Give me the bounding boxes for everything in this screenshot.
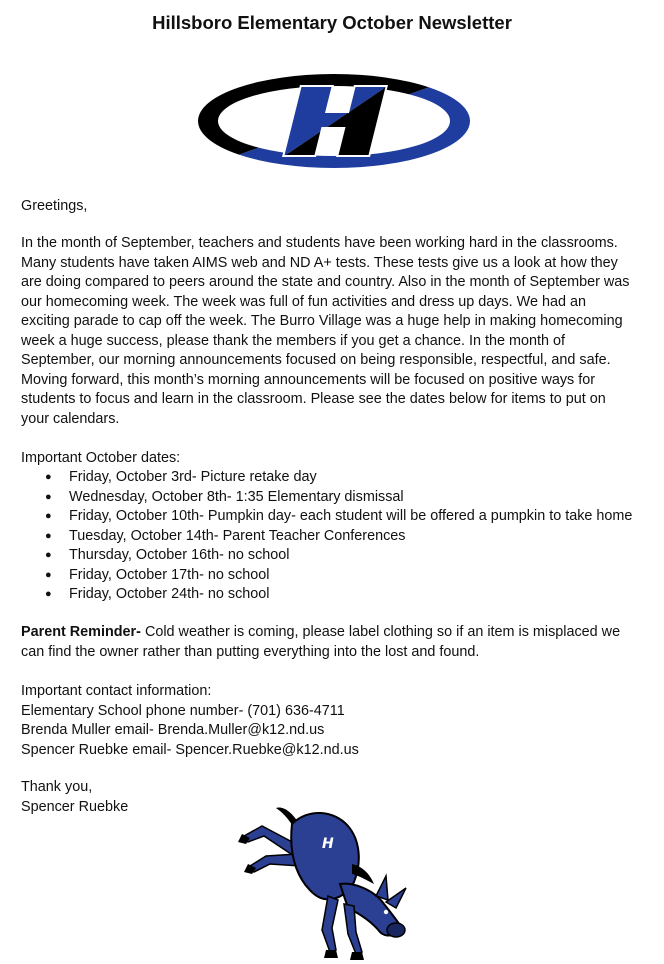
- paragraph-line: exciting parade to cap off the week. The Burro Village was a huge help in making homecoming: [21, 313, 623, 329]
- paragraph-line: students to focus and learn in the classroom. Please see the dates below for items to put on: [21, 391, 606, 407]
- contact-email-muller: Brenda Muller email- Brenda.Muller@k12.nd.us: [21, 722, 325, 738]
- paragraph-line: In the month of September, teachers and students have been working hard in the classrooms.: [21, 235, 618, 251]
- paragraph-line: Moving forward, this month’s morning announcements will be focused on positive ways for: [21, 371, 596, 388]
- bullet-icon: ●: [45, 529, 52, 542]
- signoff-name: Spencer Ruebke: [21, 798, 129, 815]
- date-item-text: Friday, October 24th- no school: [69, 586, 270, 602]
- paragraph-line: your calendars.: [21, 410, 120, 427]
- signoff-thanks: Thank you,: [21, 779, 93, 795]
- list-item: [21, 527, 661, 547]
- bullet-icon: ●: [45, 588, 52, 600]
- reminder-line: [21, 623, 651, 643]
- reminder-text: can find the owner rather than putting everything into the lost and found.: [21, 643, 480, 660]
- bullet-icon: ●: [45, 471, 52, 483]
- dates-list: [21, 468, 661, 605]
- list-item: [21, 585, 661, 605]
- reminder-text: Cold weather is coming, please label clothing so if an item is misplaced we: [140, 624, 621, 640]
- date-item-text: Friday, October 3rd- Picture retake day: [69, 469, 317, 485]
- hillsboro-h-logo-icon: [196, 72, 472, 170]
- date-item-text: Tuesday, October 14th- Parent Teacher Conferences: [69, 527, 406, 544]
- bullet-icon: ●: [45, 510, 52, 522]
- date-item-text: Wednesday, October 8th- 1:35 Elementary dismissal: [69, 488, 404, 505]
- parent-reminder: [21, 623, 651, 662]
- intro-paragraph: [21, 234, 651, 429]
- paragraph-line: our homecoming week. The week was full of fun activities and dress up days. We had an: [21, 293, 587, 310]
- list-item: [21, 566, 661, 586]
- list-item: [21, 546, 661, 566]
- list-item: [21, 468, 661, 488]
- bullet-icon: ●: [45, 568, 52, 581]
- contact-email-ruebke: Spencer Ruebke email- Spencer.Ruebke@k12.nd.us: [21, 741, 359, 758]
- reminder-label: Parent Reminder-: [21, 624, 141, 640]
- contact-info: [21, 682, 651, 760]
- paragraph-line: Many students have taken AIMS web and ND A+ tests. These tests give us a look at how they: [21, 254, 618, 271]
- svg-text:H: H: [322, 836, 334, 852]
- list-item: [21, 488, 661, 508]
- list-item: [21, 507, 661, 527]
- contact-heading: Important contact information:: [21, 683, 212, 699]
- burro-mascot-icon: [236, 804, 416, 962]
- contact-phone: Elementary School phone number- (701) 636-4711: [21, 702, 345, 719]
- bullet-icon: ●: [45, 490, 52, 503]
- dates-heading: Important October dates:: [21, 450, 181, 466]
- newsletter-title: Hillsboro Elementary October Newsletter: [152, 12, 512, 33]
- date-item-text: Friday, October 17th- no school: [69, 566, 270, 583]
- greeting: Greetings,: [21, 198, 88, 214]
- paragraph-line: week a huge success, please thank the members if you get a chance. In the month of: [21, 332, 565, 349]
- date-item-text: Thursday, October 16th- no school: [69, 547, 290, 563]
- date-item-text: Friday, October 10th- Pumpkin day- each student will be offered a pumpkin to take home: [69, 508, 633, 524]
- bullet-icon: ●: [45, 549, 52, 561]
- paragraph-line: September, our morning announcements focused on being responsible, respectful, and safe.: [21, 352, 611, 368]
- paragraph-line: are doing compared to peers around the state and country. Also in the month of September was: [21, 274, 630, 290]
